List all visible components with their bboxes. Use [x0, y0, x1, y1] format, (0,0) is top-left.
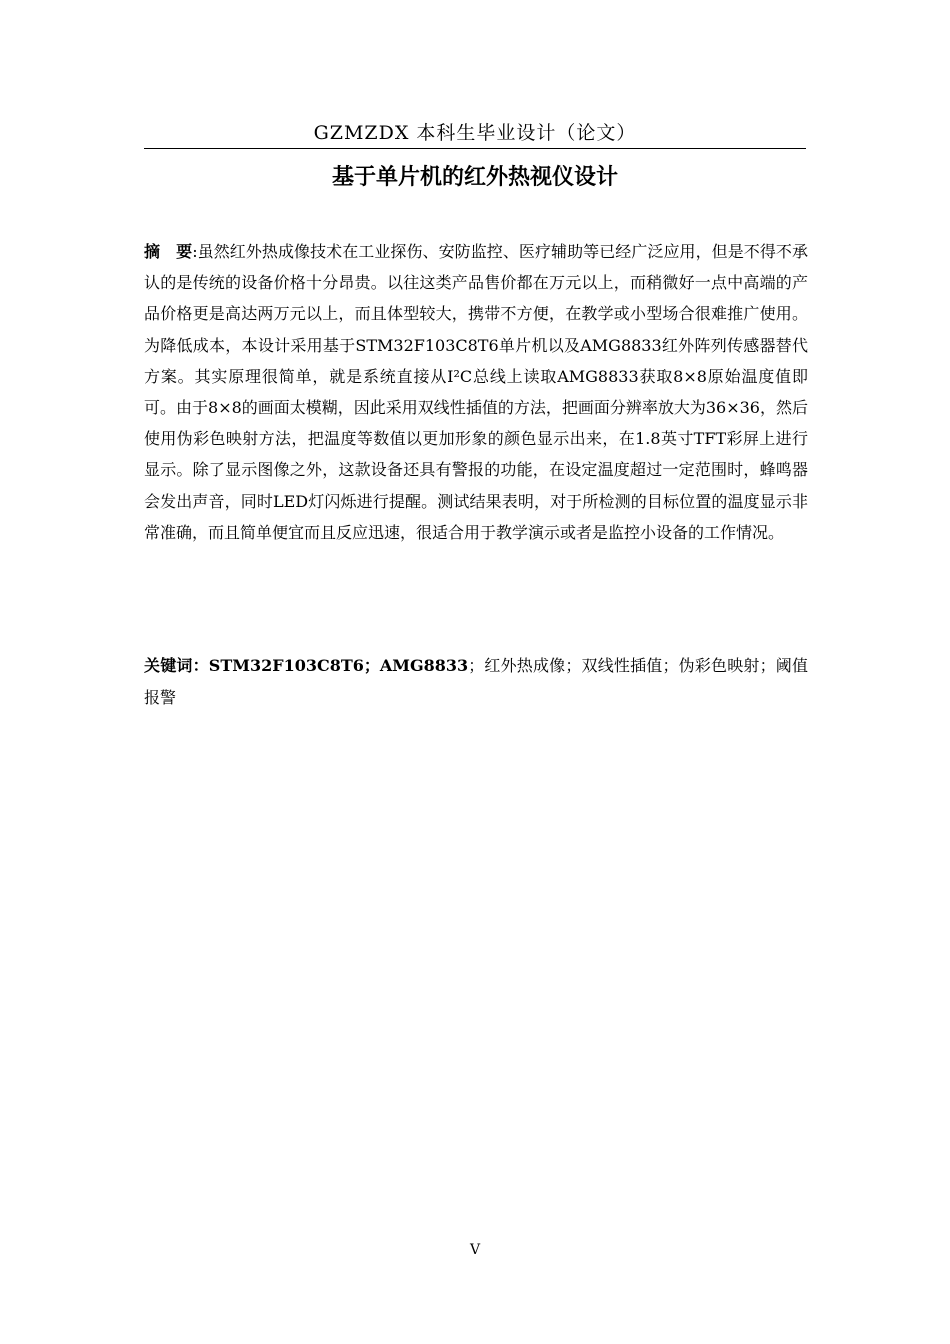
keywords-label: 关键词：	[144, 656, 209, 675]
page-number: V	[469, 1242, 481, 1258]
abstract-label: 摘 要	[144, 242, 193, 261]
abstract-body: 虽然红外热成像技术在工业探伤、安防监控、医疗辅助等已经广泛应用，但是不得不承认的是传统的设备价格十分昂贵。以往这类产品售价都在万元以上，而稍微好一点中高端的产品价格更是高达两万元以上，而且体型较大，携带不方便，在教学或小型场合很难推广使用。为降低成本，本设计采用基于STM32F103C8T6单片机以及AMG8833红外阵列传感器替代方案。其实原理很简单，就是系统直接从I²C总线上读取AMG8833获取8×8原始温度值即可。由于8×8的画面太模糊，因此采用双线性插值的方法，把画面分辨率放大为36×36，然后使用伪彩色映射方法，把温度等数值以更加形象的颜色显示出来，在1.8英寸TFT彩屏上进行显示。除了显示图像之外，这款设备还具有警报的功能，在设定温度超过一定范围时，蜂鸣器会发出声音，同时LED灯闪烁进行提醒。测试结果表明，对于所检测的目标位置的温度显示非常准确，而且简单便宜而且反应迅速，很适合用于教学演示或者是监控小设备的工作情况。	[144, 242, 808, 542]
running-header: GZMZDX 本科生毕业设计（论文）	[313, 122, 637, 144]
header-divider	[144, 148, 806, 149]
abstract-separator: :	[192, 242, 198, 261]
paper-title: 基于单片机的红外热视仪设计	[331, 165, 618, 190]
keywords-bold-terms: STM32F103C8T6；AMG8833	[208, 656, 469, 675]
keywords-rest: ；红外热成像；双线性插值；伪彩色映射；阈值报警	[144, 656, 808, 707]
keywords-paragraph	[144, 650, 808, 714]
abstract-paragraph	[144, 236, 808, 548]
